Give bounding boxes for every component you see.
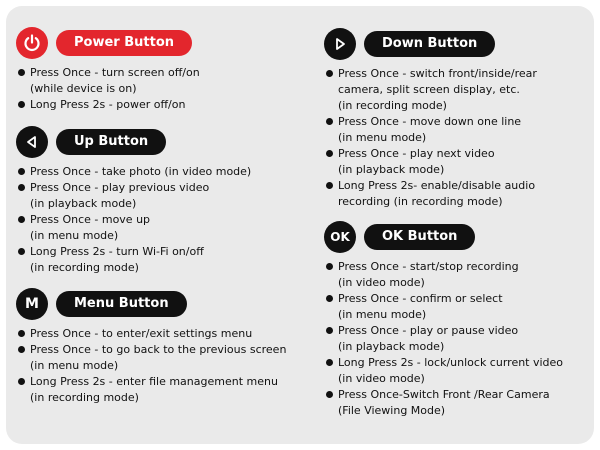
m-letter-icon: M [16,288,48,320]
power-list [16,65,306,113]
list-item: Press Once - move down one line (in menu mode) [324,114,586,146]
menu-header [16,288,316,320]
down-header [324,28,586,60]
up-button-title: Up Button [56,129,166,155]
list-item: Press Once - to enter/exit settings menu [16,326,316,342]
up-header [16,126,316,158]
list-item: Press Once - play next video (in playback mode) [324,146,586,178]
list-item: Press Once - to go back to the previous screen (in menu mode) [16,342,316,374]
ok-section [324,221,586,419]
list-item: Press Once - play previous video (in playback mode) [16,180,316,212]
power-section [16,27,306,113]
ok-button-title: OK Button [364,224,475,250]
list-item: Long Press 2s - lock/unlock current video (in video mode) [324,355,586,387]
list-item: Press Once-Switch Front /Rear Camera (File Viewing Mode) [324,387,586,419]
up-list [16,164,316,276]
list-item: Long Press 2s - power off/on [16,97,306,113]
menu-button-title: Menu Button [56,291,187,317]
menu-list [16,326,316,406]
down-button-title: Down Button [364,31,495,57]
ok-list [324,259,586,419]
list-item: Press Once - take photo (in video mode) [16,164,316,180]
instructions-card [6,6,594,444]
list-item: Long Press 2s - enter file management menu (in recording mode) [16,374,316,406]
list-item: Press Once - play or pause video (in playback mode) [324,323,586,355]
power-icon [16,27,48,59]
ok-header [324,221,586,253]
menu-section [16,288,316,406]
power-header [16,27,306,59]
list-item: Press Once - start/stop recording (in video mode) [324,259,586,291]
list-item: Press Once - move up (in menu mode) [16,212,316,244]
down-list [324,66,586,210]
left-triangle-icon [16,126,48,158]
down-section [324,28,586,210]
up-section [16,126,316,276]
list-item: Press Once - switch front/inside/rear camera, split screen display, etc. (in recording mode) [324,66,586,114]
list-item: Press Once - confirm or select (in menu mode) [324,291,586,323]
right-triangle-icon [324,28,356,60]
list-item: Long Press 2s- enable/disable audio recording (in recording mode) [324,178,586,210]
list-item: Long Press 2s - turn Wi-Fi on/off (in recording mode) [16,244,316,276]
power-button-title: Power Button [56,30,192,56]
list-item: Press Once - turn screen off/on (while device is on) [16,65,306,97]
ok-icon: OK [324,221,356,253]
